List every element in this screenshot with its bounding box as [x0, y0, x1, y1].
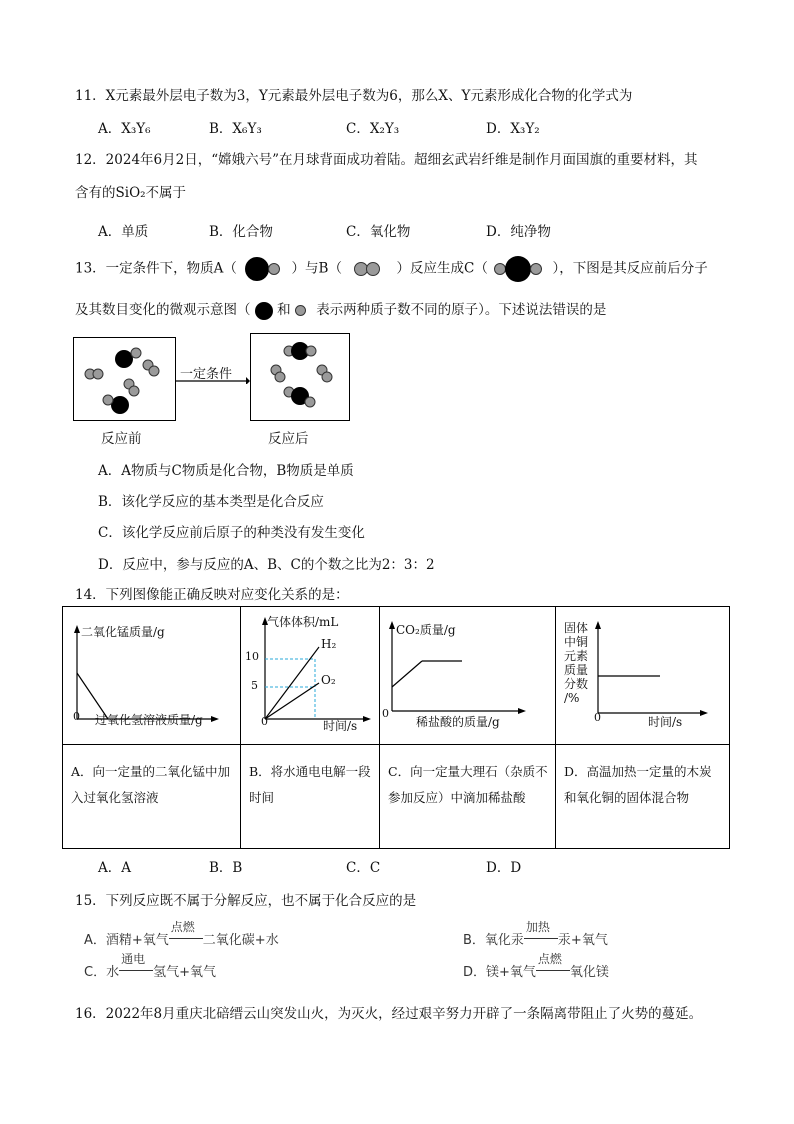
q14-desc-b: B．将水通电电解一段时间: [241, 745, 380, 849]
q13-stem-part4: ），下图是其反应前后分子: [552, 260, 708, 277]
graph-d-ylabel-line: 元素: [564, 649, 589, 663]
graph-c-xlabel: 稀盐酸的质量/g: [416, 715, 500, 729]
graph-d-ylabel-line: /%: [564, 691, 580, 705]
molecule-c-icon: [492, 256, 548, 282]
q13-stem-line2: [75, 298, 606, 320]
q13-stem-part5: 及其数目变化的微观示意图（: [75, 302, 251, 318]
q15-stem: 15．下列反应既不属于分解反应，也不属于化合反应的是: [75, 893, 417, 909]
q15-b-products: 汞+氧气: [557, 933, 608, 948]
q14-option-a: A．A: [98, 860, 131, 876]
q12-option-a: A．单质: [98, 224, 149, 240]
q15-b-reactants: B．氧化汞: [463, 933, 524, 948]
graph-a-origin: 0: [73, 710, 80, 723]
q12-option-c: C．氧化物: [346, 224, 411, 240]
q15-option-d: [463, 952, 609, 980]
graph-d-xlabel: 时间/s: [648, 715, 683, 729]
q12-stem-line1: 12．2024年6月2日，“嫦娥六号”在月球背面成功着陆。超细玄武岩纤维是制作月面国旗的重要材料，其: [75, 152, 698, 168]
graph-d-ylabel-line: 固体: [564, 621, 589, 635]
graph-b-o2-label: O₂: [321, 673, 336, 687]
q15-c-products: 氢气+氧气: [153, 965, 216, 980]
q13-stem-part7: 表示两种质子数不同的原子）。下述说法错误的是: [316, 302, 607, 318]
q15-a-products: 二氧化碳+水: [202, 933, 279, 948]
q11-option-b: B．X₆Y₃: [209, 121, 262, 137]
graph-b-h2-label: H₂: [321, 637, 337, 651]
q13-option-a: A．A物质与C物质是化合物，B物质是单质: [98, 463, 354, 479]
q15-d-arrow: [536, 952, 570, 976]
q13-stem-line1: [75, 256, 708, 282]
graph-d-ylabel-line: 质量: [564, 663, 589, 677]
after-molecules-icon: [251, 334, 348, 419]
graph-b-origin: 0: [261, 715, 268, 728]
q14-option-c: C．C: [346, 860, 381, 876]
q13-stem-part2: ）与B（: [291, 260, 342, 277]
q15-option-a: [84, 920, 279, 948]
graph-d-ylabel: [564, 621, 594, 705]
graph-d-cell: [556, 607, 730, 745]
q11-stem: 11．X元素最外层电子数为3，Y元素最外层电子数为6，那么X、Y元素形成化合物的化学式为: [75, 88, 633, 104]
q13-option-b: B．该化学反应的基本类型是化合反应: [98, 494, 324, 510]
graph-d-ylabel-line: 中铜: [564, 635, 589, 649]
reaction-condition-label: 一定条件: [180, 367, 233, 382]
q15-a-reactants: A．酒精+氧气: [84, 933, 169, 948]
q14-desc-c: C．向一定量大理石（杂质不参加反应）中滴加稀盐酸: [380, 745, 556, 849]
before-label: 反应前: [101, 431, 142, 447]
q13-option-d: D．反应中，参与反应的A、B、C的个数之比为2：3：2: [98, 557, 435, 573]
molecule-b-icon: [346, 257, 392, 281]
graph-a-ylabel: 二氧化锰质量/g: [81, 625, 165, 639]
q14-desc-a: A．向一定量的二氧化锰中加入过氧化氢溶液: [63, 745, 241, 849]
graph-b-ylabel: 气体体积/mL: [267, 615, 339, 629]
q15-d-products: 氧化镁: [569, 965, 609, 980]
before-molecules-icon: [74, 338, 174, 419]
q15-b-arrow: [524, 920, 558, 944]
q13-stem-part1: 13．一定条件下，物质A（: [75, 260, 237, 277]
q15-c-reactants: C．水: [84, 965, 120, 980]
q11-option-c: C．X₂Y₃: [346, 121, 400, 137]
q15-option-c: [84, 952, 216, 980]
graph-b-tick-10: 10: [245, 650, 259, 663]
graph-a-cell: [63, 607, 241, 745]
graph-b-xlabel: 时间/s: [323, 719, 358, 733]
q15-option-b: [463, 920, 608, 948]
q11-option-d: D．X₃Y₂: [486, 121, 540, 137]
graph-a-xlabel: 过氧化氢溶液质量/g: [95, 713, 203, 727]
q14-option-d: D．D: [486, 860, 522, 876]
q15-b-condition: 加热: [525, 920, 550, 934]
q14-stem: 14．下列图像能正确反映对应变化关系的是：: [75, 587, 349, 603]
graph-c-ylabel: CO₂质量/g: [396, 623, 456, 637]
q14-desc-d: D．高温加热一定量的木炭和氧化铜的固体混合物: [556, 745, 730, 849]
reaction-after-box: [250, 333, 350, 421]
reaction-before-box: [73, 337, 176, 421]
q15-c-condition: 通电: [121, 952, 146, 966]
q12-option-b: B．化合物: [209, 224, 273, 240]
q14-graph-table: [62, 606, 730, 849]
large-atom-icon: [255, 302, 273, 320]
q11-option-a: A．X₃Y₆: [98, 121, 151, 137]
q12-stem-line2: 含有的SiO₂不属于: [75, 185, 187, 201]
graph-c-cell: [380, 607, 556, 745]
after-label: 反应后: [268, 431, 309, 447]
q15-c-arrow: [119, 952, 153, 976]
graph-b-cell: [241, 607, 380, 745]
q13-option-c: C．该化学反应前后原子的种类没有发生变化: [98, 525, 365, 541]
q13-stem-part3: ）反应生成C（: [396, 260, 488, 277]
q13-stem-part6: 和: [277, 302, 291, 318]
small-atom-icon: [295, 305, 306, 316]
q12-option-d: D．纯净物: [486, 224, 551, 240]
q15-d-condition: 点燃: [537, 952, 562, 966]
q16-stem: 16．2022年8月重庆北碚缙云山突发山火，为灭火，经过艰辛努力开辟了一条隔离带阻止了火势的蔓延。: [75, 1006, 703, 1022]
molecule-a-icon: [241, 257, 287, 281]
q15-a-condition: 点燃: [170, 920, 195, 934]
q15-d-reactants: D．镁+氧气: [463, 965, 536, 980]
graph-b-tick-5: 5: [251, 679, 258, 692]
q14-option-b: B．B: [209, 860, 243, 876]
graph-d-ylabel-line: 分数: [564, 677, 589, 691]
graph-c-origin: 0: [382, 707, 389, 720]
graph-d-origin: 0: [594, 711, 601, 724]
q15-a-arrow: [169, 920, 203, 944]
